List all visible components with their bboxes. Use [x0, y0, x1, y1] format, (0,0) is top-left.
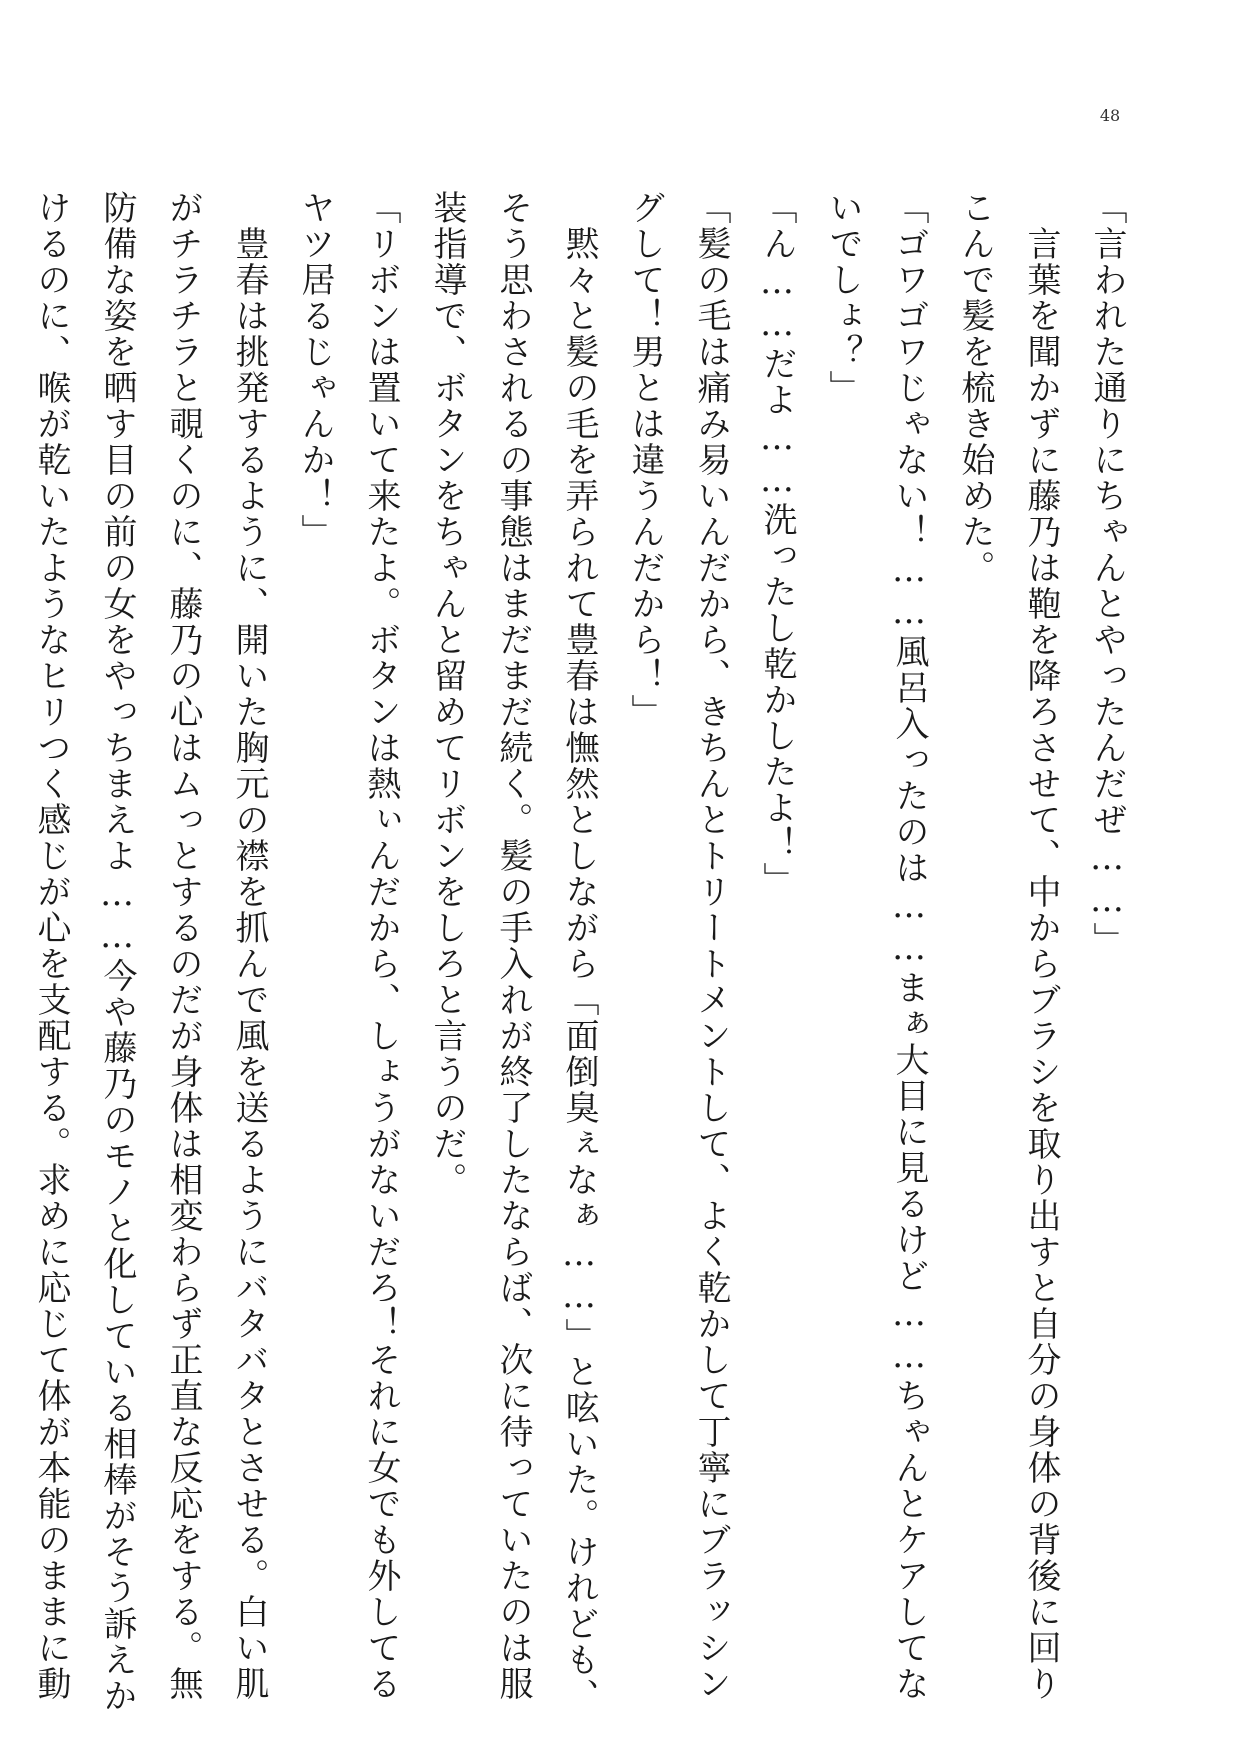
text-line: こんで髪を梳き始めた。 — [955, 190, 995, 586]
text-line: がチラチラと覗くのに、藤乃の心はムっとするのだが身体は相変わらず正直な反応をする。無 — [163, 190, 203, 1702]
text-line: ヤツ居るじゃんか！」 — [295, 190, 335, 550]
text-line: グして！男とは違うんだから！」 — [625, 190, 665, 730]
text-line: そう思わされるの事態はまだまだ続く。髪の手入れが終了したならば、次に待っていたのは服 — [493, 190, 533, 1702]
text-line: 「ん……だよ……洗ったし乾かしたよ！」 — [757, 190, 797, 898]
text-line: 言葉を聞かずに藤乃は鞄を降ろさせて、中からブラシを取り出すと自分の身体の背後に回り — [1021, 190, 1061, 1702]
text-line: 「リボンは置いて来たよ。ボタンは熱ぃんだから、しょうがないだろ！それに女でも外してる — [361, 190, 401, 1702]
text-line: けるのに、喉が乾いたようなヒリつく感じが心を支配する。求めに応じて体が本能のままに動 — [31, 190, 71, 1702]
text-line: 「言われた通りにちゃんとやったんだぜ……」 — [1087, 190, 1127, 958]
page-number: 48 — [1099, 106, 1121, 125]
text-line: 防備な姿を晒す目の前の女をやっちまえよ……今や藤乃のモノと化している相棒がそう訴えか — [97, 190, 137, 1714]
vertical-text-body — [18, 190, 1140, 1714]
text-line: いでしょ？」 — [823, 190, 863, 406]
text-line: 装指導で、ボタンをちゃんと留めてリボンをしろと言うのだ。 — [427, 190, 467, 1198]
text-line: 「髪の毛は痛み易いんだから、きちんとトリートメントして、よく乾かして丁寧にブラッシン — [691, 190, 731, 1702]
text-line: 「ゴワゴワじゃない！……風呂入ったのは……まぁ大目に見るけど……ちゃんとケアしてな — [889, 190, 929, 1702]
text-line: 黙々と髪の毛を弄られて豊春は憮然としながら「面倒臭ぇなぁ……」と呟いた。けれども、 — [559, 190, 599, 1714]
text-line: 豊春は挑発するように、開いた胸元の襟を抓んで風を送るようにバタバタとさせる。白い肌 — [229, 190, 269, 1702]
